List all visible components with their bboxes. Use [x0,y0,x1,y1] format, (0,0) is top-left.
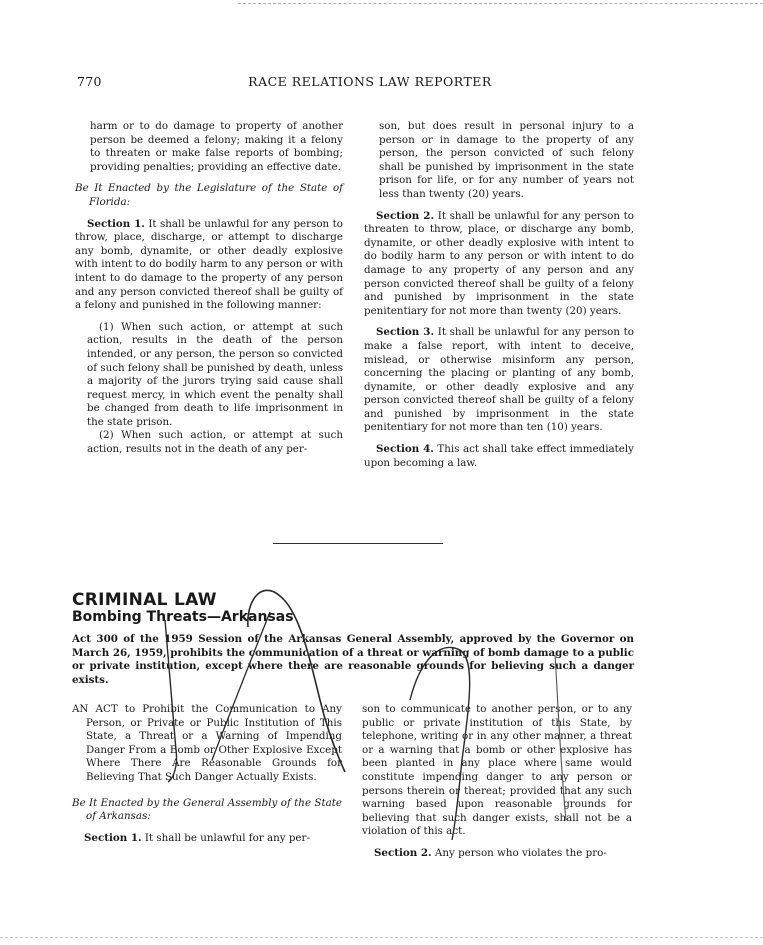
top-scan-border [238,3,763,4]
section-divider-rule [273,543,443,544]
florida-title-continuation: harm or to do damage to property of another person be deemed a felony; making it a felony to threaten or make false reports of bombing; providing penalties; providing an effective date. [90,120,343,173]
section-label: Section 1. [87,217,145,230]
florida-clause-2-continuation: son, but does result in personal injury to a person or in damage to the property of any person, the person convicted of such felony shall be punished by imprisonment in the state prison for life, or for any number of years not less than twenty (20) years. [379,120,634,200]
topic-heading: CRIMINAL LAW [72,590,217,610]
section-label: Section 3. [376,326,435,339]
section-label: Section 1. [84,831,142,844]
florida-left-column [75,120,343,457]
bottom-scan-border [0,937,763,938]
section-label: Section 4. [376,443,434,456]
florida-clause-1: (1) When such action, or attempt at such action, results in the death of the person intended, or any person, the person so convicted of such felony shall be punished by death, unless a majority of the jurors trying said cause shall request mercy, in which event the penalty shall be changed from death to life imprisonment in the state prison. [87,320,343,428]
section-text: Any person who violates the pro- [434,846,607,859]
arkansas-right-column [362,703,632,861]
florida-section-4 [364,443,634,470]
arkansas-section-2-start [362,847,632,861]
arkansas-left-column [72,703,342,845]
section-label: Section 2. [374,846,432,859]
running-title: RACE RELATIONS LAW REPORTER [248,74,492,89]
florida-section-2 [364,210,634,319]
arkansas-section-1-continuation: son to communicate to another person, or to any public or private institution of this State, by telephone, writing or in any other manner, a threat or a warning that a bomb or other explosive has been planted in any place where same would constitute impending danger to any person or persons therein or thereat; provided that any such warning based upon reasonable grounds for believing that such danger exists, shall not be a violation of this act. [362,703,632,838]
florida-section-1 [75,218,343,313]
section-text: It shall be unlawful for any person to make a false report, with intent to deceive, mislead, or otherwise misinform any person, concerning the placing or planting of any bomb, dynamite, or other deadly explosive and any person convicted thereof shall be guilty of a felony and punished by imprisonment in the state penitentiary for not more than ten (10) years. [364,326,634,434]
section-text: It shall be unlawful for any per- [144,831,310,844]
page-number: 770 [77,74,102,89]
florida-section-3 [364,326,634,435]
section-text: This act shall take effect immediately upon becoming a law. [364,443,634,469]
arkansas-section-1-start [72,832,342,846]
arkansas-enacting-clause: Be It Enacted by the General Assembly of the State of Arkansas: [72,796,342,823]
section-label: Section 2. [376,209,435,222]
florida-enacting-clause: Be It Enacted by the Legislature of the State of Florida: [75,182,343,208]
arkansas-act-title: AN ACT to Prohibit the Communication to Any Person, or Private or Public Institution of This State, a Threat or a Warning of Impending Danger From a Bomb or Other Explosive Except Where There Are Reasonable Grounds for Believing That Such Danger Actually Exists. [72,703,342,783]
section-text: It shall be unlawful for any person to threaten to throw, place, or discharge any bomb, dynamite, or other deadly explosive with intent to do bodily harm to any person or with intent to do damage to any property of any person and any person convicted thereof shall be guilty of a felony and punished by imprisonment in the state penitentiary for not more than twenty (20) years. [364,209,634,317]
act-summary: Act 300 of the 1959 Session of the Arkansas General Assembly, approved by the Governor on March 26, 1959, prohibits the communication of a threat or warning of bomb damage to a public or private institution, except where there are reasonable grounds for believing such a danger exists. [72,633,634,686]
section-text: It shall be unlawful for any person to throw, place, discharge, or attempt to discharge any bomb, dynamite, or other deadly explosive with intent to do bodily harm to any person or with intent to do damage to the property of any person and any person convicted thereof shall be guilty of a felony and punished in the following manner: [75,217,343,312]
topic-subheading: Bombing Threats—Arkansas [72,609,294,625]
florida-right-column [364,120,634,470]
florida-clause-2-start: (2) When such action, or attempt at such action, results not in the death of any per- [87,429,343,456]
